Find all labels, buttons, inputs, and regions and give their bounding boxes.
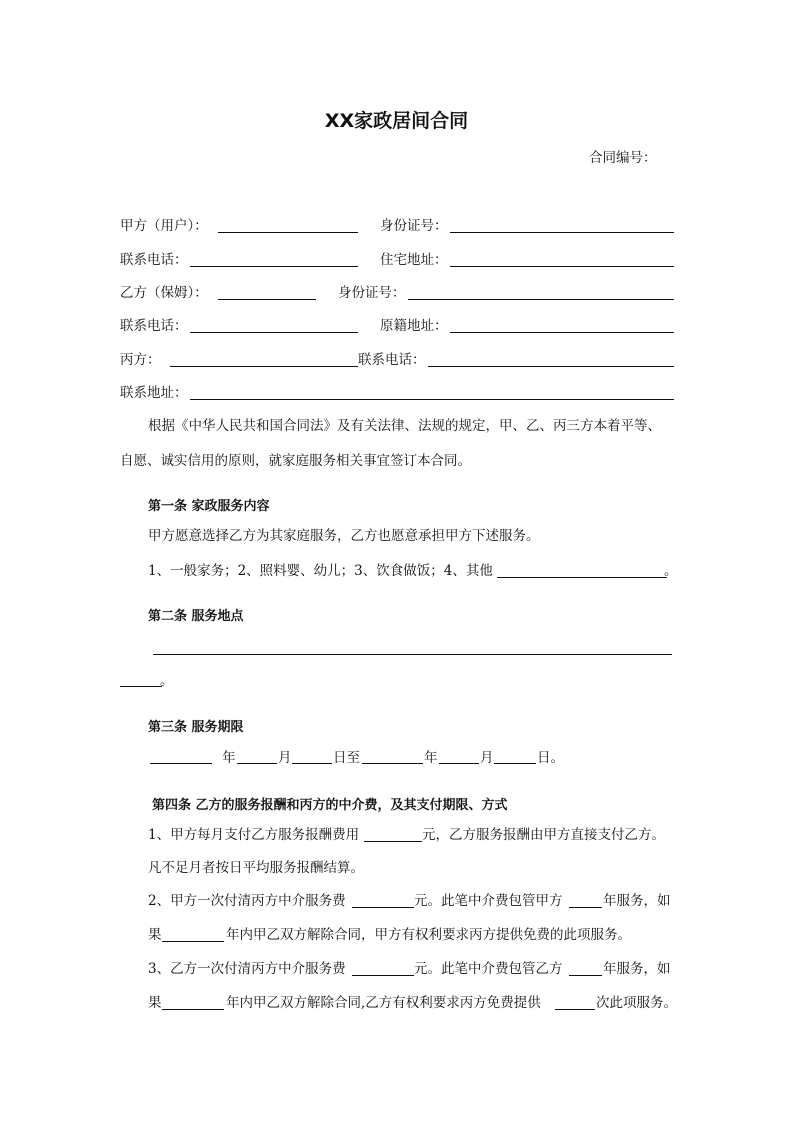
article-3-heading: 第三条 服务期限 — [148, 720, 244, 735]
party-a-phone-label: 联系电话： — [120, 252, 188, 268]
article-2-heading: 第二条 服务地点 — [148, 609, 244, 624]
party-b-id-blank[interactable] — [408, 299, 674, 300]
party-b-name-blank[interactable] — [218, 299, 316, 300]
article-1-heading: 第一条 家政服务内容 — [148, 499, 270, 514]
party-a-name-blank[interactable] — [218, 232, 358, 233]
intro-line-1: 根据《中华人民共和国合同法》及有关法律、法规的规定，甲、乙、丙三方本着平等、 — [148, 418, 661, 434]
party-a-label: 甲方（用户）： — [120, 218, 208, 234]
party-b-native-label: 原籍地址： — [380, 318, 448, 334]
party-c-phone-blank[interactable] — [428, 366, 674, 367]
article-4-item-2d: 果 — [148, 927, 162, 943]
party-a-guarantee-years-blank[interactable] — [569, 907, 602, 908]
party-c-label: 丙方： — [120, 352, 161, 368]
article-4-heading: 第四条 乙方的服务报酬和丙方的中介费，及其支付期限、方式 — [152, 798, 508, 813]
article-4-item-3d: 果 — [148, 995, 162, 1011]
party-b-termination-years-blank[interactable] — [162, 1009, 224, 1010]
article-4-item-2a: 2、甲方一次付清丙方中介服务费 — [148, 893, 346, 909]
party-b-guarantee-years-blank[interactable] — [569, 975, 602, 976]
monthly-fee-blank[interactable] — [364, 841, 422, 842]
article-4-item-2b: 元。此笔中介费包管甲方 — [414, 893, 563, 909]
party-b-native-blank[interactable] — [450, 332, 674, 333]
start-year-label: 年 — [222, 750, 236, 766]
free-service-count-blank[interactable] — [555, 1009, 595, 1010]
party-b-phone-label: 联系电话： — [120, 318, 188, 334]
article-2-period: 。 — [160, 673, 174, 689]
party-b-id-label: 身份证号： — [338, 285, 406, 301]
party-a-termination-years-blank[interactable] — [162, 941, 224, 942]
party-c-phone-label: 联系电话： — [358, 352, 426, 368]
end-month-blank[interactable] — [439, 763, 479, 764]
party-a-id-blank[interactable] — [450, 232, 674, 233]
end-year-label: 年 — [424, 750, 438, 766]
service-location-blank-2[interactable] — [120, 686, 162, 687]
end-year-blank[interactable] — [362, 763, 423, 764]
start-month-label: 月 — [278, 750, 292, 766]
party-c-address-blank[interactable] — [190, 399, 674, 400]
contract-number-label: 合同编号： — [589, 150, 657, 166]
article-1-other-blank[interactable] — [497, 577, 667, 578]
article-4-item-3e: 年内甲乙双方解除合同,乙方有权利要求丙方免费提供 — [226, 995, 541, 1011]
party-b-phone-blank[interactable] — [190, 332, 358, 333]
article-4-item-3f: 次此项服务。 — [596, 995, 677, 1011]
article-4-item-1a: 1、甲方每月支付乙方服务报酬费用 — [148, 827, 360, 843]
start-day-to-label: 日至 — [333, 750, 360, 766]
end-day-blank[interactable] — [494, 763, 536, 764]
party-b-label: 乙方（保姆）： — [120, 285, 208, 301]
start-day-blank[interactable] — [292, 763, 332, 764]
article-1-items: 1、一般家务；2、照料婴、幼儿；3、饮食做饭；4、其他 — [148, 563, 493, 579]
party-b-agency-fee-blank[interactable] — [352, 975, 414, 976]
party-a-phone-blank[interactable] — [190, 266, 358, 267]
party-a-agency-fee-blank[interactable] — [352, 907, 414, 908]
end-day-label: 日。 — [537, 750, 564, 766]
article-4-item-1c: 凡不足月者按日平均服务报酬结算。 — [148, 860, 364, 876]
party-a-id-label: 身份证号： — [380, 218, 448, 234]
service-location-blank-1[interactable] — [153, 654, 672, 655]
article-1-paragraph: 甲方愿意选择乙方为其家庭服务，乙方也愿意承担甲方下述服务。 — [148, 528, 540, 544]
article-4-item-1b: 元，乙方服务报酬由甲方直接支付乙方。 — [422, 827, 665, 843]
end-month-label: 月 — [480, 750, 494, 766]
article-1-period: 。 — [664, 563, 678, 579]
article-4-item-2e: 年内甲乙双方解除合同，甲方有权利要求丙方提供免费的此项服务。 — [226, 927, 631, 943]
article-4-item-3c: 年服务，如 — [603, 961, 671, 977]
article-4-item-3b: 元。此笔中介费包管乙方 — [414, 961, 563, 977]
article-4-item-3a: 3、乙方一次付清丙方中介服务费 — [148, 961, 346, 977]
party-c-address-label: 联系地址： — [120, 385, 188, 401]
start-year-blank[interactable] — [150, 763, 212, 764]
intro-line-2: 自愿、诚实信用的原则，就家庭服务相关事宜签订本合同。 — [120, 453, 471, 469]
article-4-item-2c: 年服务，如 — [603, 893, 671, 909]
party-a-address-blank[interactable] — [450, 266, 674, 267]
party-c-name-blank[interactable] — [170, 366, 358, 367]
start-month-blank[interactable] — [237, 763, 277, 764]
party-a-address-label: 住宅地址： — [380, 252, 448, 268]
document-title: XX家政居间合同 — [324, 110, 469, 132]
